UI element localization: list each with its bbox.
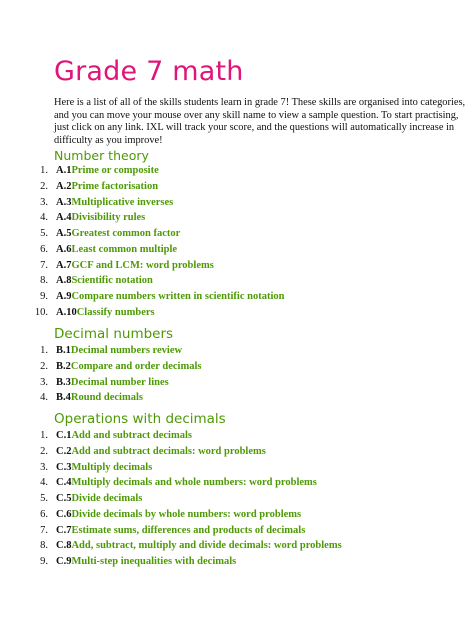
skill-code-text: A.5: [56, 228, 72, 239]
skill-code-text: A.4: [56, 212, 72, 224]
skill-number: 4.: [40, 212, 48, 224]
skill-number: 4.: [40, 477, 48, 489]
skill-code-text: A.1: [56, 165, 72, 176]
skill-code-text: A.8: [56, 275, 72, 287]
skill-code: [56, 554, 236, 570]
skill-code: [56, 226, 180, 242]
skill-number: 1.: [40, 345, 48, 356]
skill-code-text: C.3: [56, 461, 72, 473]
skill-number: 5.: [40, 228, 48, 239]
skill-number: 2.: [40, 360, 48, 372]
skill-code-text: C.2: [56, 445, 72, 457]
skill-link[interactable]: Add, subtract, multiply and divide decimals: word problems: [71, 540, 342, 552]
skill-code-text: C.5: [56, 493, 72, 504]
skill-link[interactable]: Multiply decimals and whole numbers: word problems: [71, 477, 317, 489]
skill-code: [56, 289, 284, 305]
skill-number: 7.: [40, 524, 48, 536]
skill-code: [56, 390, 143, 406]
skill-number: 6.: [40, 508, 48, 520]
skill-number: 10.: [34, 306, 48, 318]
skill-link[interactable]: Add and subtract decimals: [71, 430, 192, 441]
page-title: Grade 7 math: [54, 56, 244, 87]
skill-number: 1.: [40, 165, 48, 176]
skill-number: 4.: [40, 392, 48, 404]
skill-code-text: A.3: [56, 196, 72, 208]
skill-link[interactable]: Compare and order decimals: [70, 360, 202, 372]
skill-code: [56, 359, 201, 375]
skill-code-text: B.1: [56, 345, 71, 356]
skill-code-text: C.4: [56, 477, 72, 489]
skill-code-text: B.2: [56, 360, 71, 372]
skill-code: [56, 523, 305, 539]
skill-link[interactable]: Greatest common factor: [71, 228, 181, 239]
skill-code: [56, 242, 177, 258]
skill-number: 6.: [40, 243, 48, 255]
skill-code-text: A.7: [56, 259, 72, 271]
section-title-decimal-numbers: Decimal numbers: [54, 326, 174, 342]
skill-code: [56, 163, 159, 179]
skill-code-text: A.2: [56, 180, 72, 192]
section-title-operations-with-decimals: Operations with decimals: [54, 411, 226, 427]
skill-number: 9.: [40, 556, 48, 567]
skill-code-text: C.9: [56, 556, 72, 567]
skill-code: [56, 305, 155, 321]
skill-code: [56, 444, 266, 460]
skill-code: [56, 428, 192, 444]
skill-code-text: C.1: [56, 430, 72, 441]
skill-link[interactable]: Estimate sums, differences and products of decimals: [71, 524, 306, 536]
skill-number: 9.: [40, 291, 48, 302]
skill-number: 2.: [40, 445, 48, 457]
skill-link[interactable]: Compare numbers written in scientific notation: [71, 291, 285, 302]
skill-link[interactable]: Divide decimals: [71, 493, 143, 504]
skill-code: [56, 538, 342, 554]
skill-link[interactable]: Round decimals: [70, 392, 143, 404]
skill-link[interactable]: Classify numbers: [76, 306, 155, 318]
skill-number: 8.: [40, 540, 48, 552]
skill-number: 5.: [40, 493, 48, 504]
skill-number: 3.: [40, 196, 48, 208]
skill-code-text: C.7: [56, 524, 72, 536]
skill-number: 2.: [40, 180, 48, 192]
skill-code: [56, 475, 317, 491]
skill-link[interactable]: Decimal numbers review: [70, 345, 183, 356]
skill-code: [56, 460, 152, 476]
skill-link[interactable]: Divide decimals by whole numbers: word problems: [71, 508, 302, 520]
skill-code: [56, 507, 301, 523]
skill-link[interactable]: Multi-step inequalities with decimals: [71, 556, 237, 567]
skill-link[interactable]: Prime factorisation: [71, 180, 159, 192]
skill-link[interactable]: Multiply decimals: [71, 461, 153, 473]
skill-code: [56, 258, 214, 274]
skill-link[interactable]: Multiplicative inverses: [71, 196, 174, 208]
skill-code-text: C.6: [56, 508, 72, 520]
skill-code-text: A.9: [56, 291, 72, 302]
skill-code: [56, 273, 153, 289]
skill-link[interactable]: Least common multiple: [71, 243, 178, 255]
skill-code: [56, 210, 145, 226]
skill-number: 1.: [40, 430, 48, 441]
skill-number: 3.: [40, 376, 48, 388]
skill-code-text: B.3: [56, 376, 71, 388]
skill-number: 8.: [40, 275, 48, 287]
skill-code: [56, 179, 158, 195]
skill-number: 7.: [40, 259, 48, 271]
skill-link[interactable]: Scientific notation: [71, 275, 153, 287]
skill-code-text: B.4: [56, 392, 71, 404]
skill-number: 3.: [40, 461, 48, 473]
skill-link[interactable]: Prime or composite: [71, 165, 159, 176]
skill-link[interactable]: GCF and LCM: word problems: [71, 259, 214, 271]
skill-code: [56, 343, 182, 359]
intro-paragraph: Here is a list of all of the skills students learn in grade 7! These skills are organised into categories, and you can move your mouse over any skill name to view a sample question. To start practising, just click on any link. IXL will track your score, and the questions will automatically increase in difficulty as you improve!: [54, 97, 466, 146]
skill-link[interactable]: Divisibility rules: [71, 212, 146, 224]
skill-code: [56, 375, 169, 391]
skill-code: [56, 491, 142, 507]
skill-code-text: C.8: [56, 540, 72, 552]
skill-link[interactable]: Add and subtract decimals: word problems: [71, 445, 266, 457]
skill-code-text: A.10: [56, 306, 77, 318]
skill-code: [56, 195, 173, 211]
skill-link[interactable]: Decimal number lines: [70, 376, 169, 388]
skill-code-text: A.6: [56, 243, 72, 255]
section-title-number-theory: Number theory: [54, 148, 149, 163]
